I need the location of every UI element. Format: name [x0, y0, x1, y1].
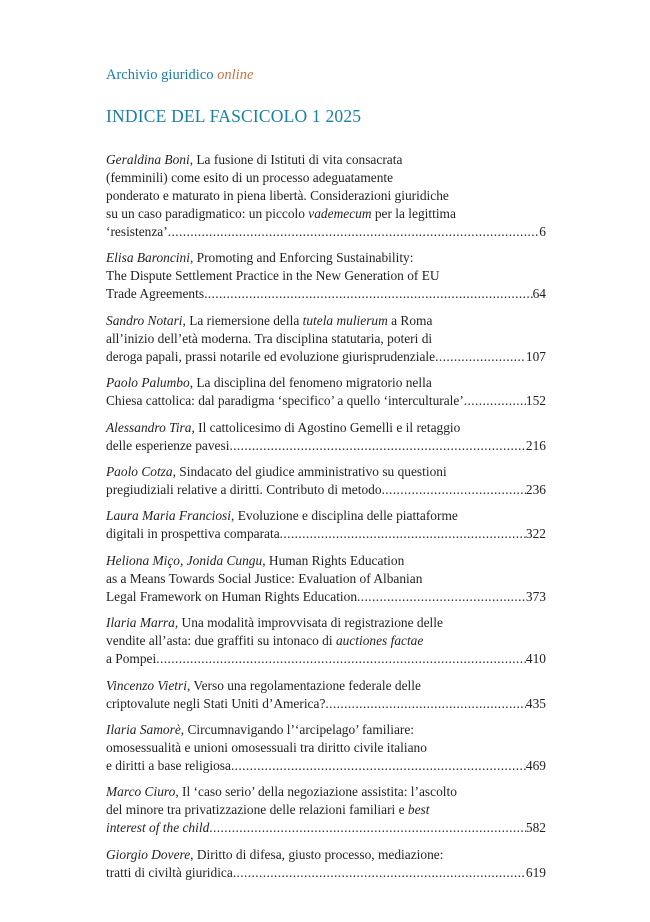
toc-italic-text: Giorgio Dovere [106, 846, 191, 862]
table-of-contents [106, 151, 546, 890]
toc-entry-line [106, 614, 546, 632]
page-number: 582 [525, 820, 546, 836]
page-number: 6 [539, 224, 546, 239]
toc-text: su un caso paradigmatico: un piccolo [106, 206, 309, 221]
toc-entry-line [106, 570, 546, 588]
toc-entry[interactable] [106, 783, 546, 837]
toc-text: (femminili) come esito di un processo adeguatamente [106, 170, 394, 185]
toc-text: a Pompei [106, 651, 157, 667]
toc-text: , La fusione di Istituti di vita consacrata [189, 152, 403, 167]
toc-italic-text: Alessandro Tira [106, 419, 192, 435]
toc-text: omosessualità e unioni omosessuali tra diritto civile italiano [106, 739, 427, 755]
toc-text: deroga papali, prassi notarile ed evoluzione giurisprudenziale [106, 348, 436, 364]
toc-entry-line [106, 330, 546, 348]
toc-entry[interactable] [106, 419, 546, 455]
toc-entry-last-line [106, 223, 546, 241]
toc-entry-line [106, 169, 546, 187]
toc-entry-text [106, 757, 231, 775]
toc-entry-text [106, 588, 357, 606]
toc-entry-last-line [106, 437, 546, 455]
toc-entry-text [106, 223, 168, 241]
toc-text: , Promoting and Enforcing Sustainability: [189, 250, 414, 266]
page-number: 435 [525, 695, 546, 711]
toc-entry-line [106, 312, 546, 330]
toc-entry-line [106, 151, 546, 169]
toc-entry-line [106, 187, 546, 205]
index-title: INDICE DEL FASCICOLO 1 2025 [106, 106, 362, 126]
toc-entry-text [106, 437, 229, 455]
dot-leader [280, 525, 526, 543]
toc-text: ‘resistenza’ [106, 224, 168, 239]
journal-name [106, 67, 253, 84]
dot-leader [204, 285, 533, 303]
toc-italic-text: Geraldina Boni [106, 152, 190, 167]
toc-entry-line [106, 721, 546, 739]
toc-text: , La riemersione della [182, 312, 303, 328]
toc-italic-text: Ilaria Samorè [106, 721, 181, 737]
toc-entry-text [106, 650, 156, 668]
toc-italic-text: tutela mulierum [302, 312, 388, 328]
toc-entry[interactable] [106, 374, 546, 410]
dot-leader [156, 650, 526, 668]
page-number: 107 [525, 348, 546, 364]
toc-entry-line [106, 507, 546, 525]
toc-italic-text: vademecum [308, 206, 372, 221]
toc-entry[interactable] [106, 151, 546, 241]
toc-entry-text [106, 481, 382, 499]
toc-entry-text [106, 525, 280, 543]
toc-entry-line [106, 249, 546, 267]
dot-leader [233, 864, 526, 882]
toc-entry[interactable] [106, 677, 546, 713]
toc-italic-text: Elisa Baroncini [106, 250, 190, 266]
toc-entry-line [106, 801, 546, 819]
toc-entry-line [106, 783, 546, 801]
toc-text: ponderato e maturato in piena libertà. Considerazioni giuridiche [106, 188, 449, 203]
toc-text: criptovalute negli Stati Uniti d’America? [106, 695, 326, 711]
toc-entry-text [106, 392, 464, 410]
toc-entry[interactable] [106, 463, 546, 499]
toc-entry[interactable] [106, 614, 546, 668]
toc-entry-last-line [106, 481, 546, 499]
toc-text: , La disciplina del fenomeno migratorio nella [189, 375, 432, 391]
dot-leader [209, 819, 526, 837]
toc-entry-line [106, 677, 546, 695]
toc-entry-line [106, 739, 546, 757]
page-number: 64 [532, 286, 546, 302]
page-number: 152 [525, 393, 546, 409]
toc-italic-text: Marco Ciuro [106, 784, 176, 800]
journal-name-suffix: online [217, 67, 254, 83]
toc-text: , Circumnavigando l’‘arcipelago’ familiare: [180, 721, 415, 737]
toc-italic-text: Paolo Cotza [106, 463, 173, 479]
toc-text: Trade Agreements [106, 286, 205, 302]
dot-leader [435, 348, 526, 366]
toc-entry-line [106, 632, 546, 650]
page-number: 373 [525, 588, 546, 604]
dot-leader [382, 481, 526, 499]
journal-name-text: Archivio giuridico [106, 67, 214, 83]
toc-text: , Evoluzione e disciplina delle piattaforme [231, 508, 458, 524]
toc-italic-text: interest of the child [106, 820, 210, 836]
toc-text: vendite all’asta: due graffiti su intonaco di [106, 633, 336, 649]
toc-text: The Dispute Settlement Practice in the New Generation of EU [106, 268, 440, 284]
toc-entry-text [106, 864, 233, 882]
toc-entry-text [106, 819, 209, 837]
toc-text: e diritti a base religiosa [106, 757, 231, 773]
toc-italic-text: Ilaria Marra [106, 615, 175, 631]
toc-italic-text: Sandro Notari [106, 312, 183, 328]
toc-italic-text: Paolo Palumbo [106, 375, 190, 391]
toc-text: tratti di civiltà giuridica [106, 864, 233, 880]
toc-entry-last-line [106, 757, 546, 775]
toc-entry-line [106, 552, 546, 570]
toc-text: delle esperienze pavesi [106, 437, 230, 453]
toc-text: digitali in prospettiva comparata [106, 526, 280, 542]
toc-text: all’inizio dell’età moderna. Tra disciplina statutaria, poteri di [106, 330, 433, 346]
toc-text: , Una modalità improvvisata di registrazione delle [174, 615, 443, 631]
toc-entry-line [106, 374, 546, 392]
page-number: 619 [525, 864, 546, 880]
toc-entry-text [106, 348, 435, 366]
toc-text: Legal Framework on Human Rights Education [106, 588, 358, 604]
page-number: 322 [525, 526, 546, 542]
toc-italic-text: best [407, 802, 430, 818]
toc-text: , Human Rights Education [262, 552, 405, 568]
toc-entry-last-line [106, 650, 546, 668]
toc-text: pregiudiziali relative a diritti. Contributo di metodo [106, 481, 382, 497]
toc-entry-line [106, 846, 546, 864]
toc-text: , Verso una regolamentazione federale delle [186, 677, 421, 693]
toc-entry-last-line [106, 348, 546, 366]
toc-entry-text [106, 695, 325, 713]
toc-text: del minore tra privatizzazione delle relazioni familiari e [106, 802, 408, 818]
toc-text: a Roma [387, 312, 433, 328]
toc-entry-text [106, 285, 204, 303]
toc-entry[interactable] [106, 249, 546, 303]
toc-entry[interactable] [106, 552, 546, 606]
page-number: 410 [525, 651, 546, 667]
dot-leader [229, 437, 525, 455]
toc-entry-last-line [106, 819, 546, 837]
toc-entry-last-line [106, 695, 546, 713]
dot-leader [357, 588, 526, 606]
toc-entry-last-line [106, 864, 546, 882]
toc-entry[interactable] [106, 312, 546, 366]
toc-entry-last-line [106, 588, 546, 606]
toc-entry-last-line [106, 285, 546, 303]
page-number: 236 [525, 481, 546, 497]
page-number: 216 [525, 437, 546, 453]
toc-italic-text: auctiones factae [335, 633, 424, 649]
toc-entry[interactable] [106, 507, 546, 543]
toc-entry-line [106, 205, 546, 223]
toc-text: , Il cattolicesimo di Agostino Gemelli e il retaggio [191, 419, 461, 435]
toc-text: , Diritto di difesa, giusto processo, mediazione: [190, 846, 444, 862]
toc-entry-line [106, 267, 546, 285]
toc-italic-text: Laura Maria Franciosi [106, 508, 231, 524]
dot-leader [168, 223, 540, 241]
dot-leader [325, 695, 526, 713]
toc-entry[interactable] [106, 846, 546, 882]
toc-entry[interactable] [106, 721, 546, 775]
toc-entry-last-line [106, 392, 546, 410]
toc-text: , Il ‘caso serio’ della negoziazione assistita: l’ascolto [175, 784, 457, 800]
toc-text: , Sindacato del giudice amministrativo su questioni [172, 463, 447, 479]
toc-entry-last-line [106, 525, 546, 543]
toc-entry-line [106, 419, 546, 437]
toc-entry-line [106, 463, 546, 481]
page-number: 469 [525, 757, 546, 773]
dot-leader [464, 392, 526, 410]
toc-italic-text: Heliona Miço, Jonida Cungu [106, 552, 263, 568]
toc-text: Chiesa cattolica: dal paradigma ‘specifico’ a quello ‘interculturale’ [106, 393, 464, 409]
toc-text: as a Means Towards Social Justice: Evaluation of Albanian [106, 570, 423, 586]
dot-leader [231, 757, 526, 775]
toc-text: per la legittima [371, 206, 456, 221]
toc-italic-text: Vincenzo Vietri [106, 677, 187, 693]
